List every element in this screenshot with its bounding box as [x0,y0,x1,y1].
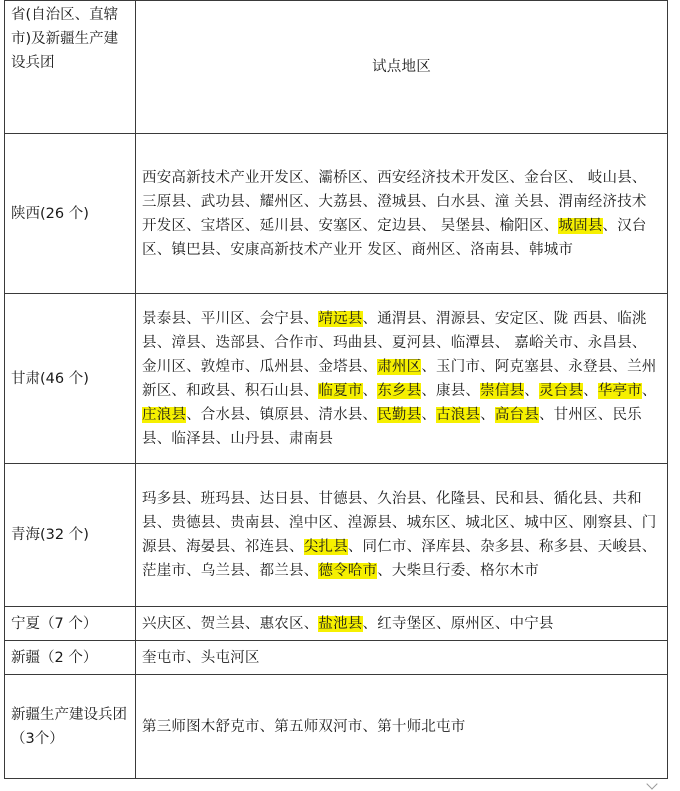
province-row [5,641,668,675]
area-text: 、甘州区、民乐县、临泽县、山丹县、肃南县 [142,406,642,447]
highlighted-area-name: 尖扎县 [303,539,348,555]
province-cell [5,675,136,779]
highlighted-area-name: 崇信县 [480,382,525,399]
province-name: 青海(32 个) [11,527,89,543]
highlighted-area-name: 古浪县 [436,406,481,423]
header-area-label: 试点地区 [372,59,431,75]
corner-marker [646,778,657,789]
highlighted-area-name: 庄浪县 [142,406,187,423]
area-list-cell [136,134,668,294]
highlighted-area-name: 靖远县 [318,310,363,327]
area-text: 、康县、 [421,382,481,399]
pilot-areas-table [4,0,668,779]
area-list-cell [136,675,668,779]
highlighted-area-name: 城固县 [558,217,603,234]
header-row [5,1,668,134]
area-list-cell [136,464,668,607]
province-name: 宁夏（7 个） [11,615,98,632]
area-text: 、汉台区、镇巴县、安康高新技术产业开 发区、商州区、洛南县、韩城市 [142,217,647,258]
province-row [5,607,668,641]
province-row [5,294,668,464]
province-row [5,134,668,294]
area-text: 西安高新技术产业开发区、灞桥区、西安经济技术开发区、金台区、 岐山县、三原县、武功县、耀州区、大荔县、澄城县、白水县、潼 关县、渭南经济技术开发区、宝塔区、延川县、安塞区、定边县、 吴堡县、榆阳区、 [142,169,647,234]
province-cell [5,294,136,464]
area-text: 、红寺堡区、原州区、中宁县 [362,615,554,632]
province-cell [5,607,136,641]
area-text: 、同仁市、泽库县、杂多县、称多县、天峻县、茫崖市、乌兰县、都兰县、 [142,539,657,579]
area-list-cell [136,641,668,675]
area-text: 玛多县、班玛县、达日县、甘德县、久治县、化隆县、民和县、循化县、共和县、贵德县、贵南县、湟中区、湟源县、城东区、城北区、城中区、刚察县、门源县、海晏县、祁连县、 [142,491,657,555]
pilot-areas-table-wrapper [4,0,668,779]
province-name: 新疆（2 个） [11,649,98,666]
area-text: 、 [583,382,598,399]
header-province-label: 省(自治区、直辖市)及新疆生产建设兵团 [11,7,119,71]
province-cell [5,641,136,675]
area-text: 第三师图木舒克市、第五师双河市、第十师北屯市 [142,718,466,735]
province-name: 甘肃(46 个) [11,370,89,387]
province-name: 新疆生产建设兵团（3个） [11,706,127,747]
area-list-cell [136,607,668,641]
area-text: 、通渭县、渭源县、安定区、陇 西县、临洮县、漳县、迭部县、合作市、玛曲县、夏河县、临潭县、 嘉峪关市、永昌县、金川区、敦煌市、瓜州县、金塔县、 [142,310,647,375]
province-name: 陕西(26 个) [11,205,89,222]
highlighted-area-name: 灵台县 [538,382,584,399]
highlighted-area-name: 德令哈市 [318,563,378,579]
area-text: 、玉门市、阿克塞县、永登县、兰州新区、和政县、积石山县、 [142,358,657,399]
header-province-cell [5,1,136,134]
highlighted-area-name: 临夏市 [318,382,363,399]
province-cell [5,464,136,607]
highlighted-area-name: 高台县 [494,406,539,423]
province-cell [5,134,136,294]
area-text: 、大柴旦行委、格尔木市 [377,563,539,579]
highlighted-area-name: 肃州区 [377,358,422,375]
area-text: 景泰县、平川区、会宁县、 [142,310,319,327]
header-area-cell [136,1,668,134]
province-row [5,675,668,779]
area-text: 、 [641,382,657,399]
area-text: 奎屯市、头屯河区 [142,649,260,666]
province-row [5,464,668,607]
area-text: 、 [480,406,495,423]
highlighted-area-name: 民勤县 [377,406,422,423]
highlighted-area-name: 东乡县 [377,382,422,399]
area-text: 兴庆区、贺兰县、惠农区、 [142,615,319,632]
area-text: 、 [421,406,437,423]
area-text: 、 [524,382,539,399]
highlighted-area-name: 华亭市 [597,382,642,399]
highlighted-area-name: 盐池县 [318,615,363,632]
area-text: 、合水县、镇原县、清水县、 [186,406,378,423]
area-text: 、 [362,382,378,399]
area-list-cell [136,294,668,464]
